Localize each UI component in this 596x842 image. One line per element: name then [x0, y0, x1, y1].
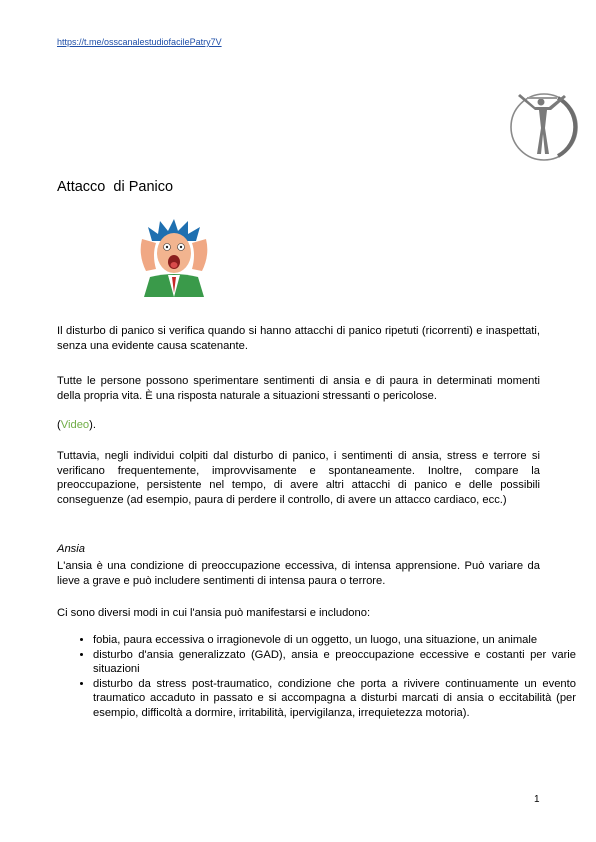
- paragraph-anxiety-natural: Tutte le persone possono sperimentare sentimenti di ansia e di paura in determinati momenti della propria vita. È una risposta naturale a situazioni stressanti o pericolose.: [57, 375, 540, 402]
- paragraph-anxiety-forms-intro: Ci sono diversi modi in cui l'ansia può manifestarsi e includono:: [57, 607, 371, 619]
- section-heading-ansia: Ansia: [57, 543, 85, 555]
- list-item: • fobia, paura eccessiva o irragionevole di un oggetto, un luogo, una situazione, un animale: [93, 633, 576, 648]
- list-item: • disturbo da stress post-traumatico, condizione che porta a rivivere continuamente un evento traumatico accaduto in passato e si accompagna a disturbi marcati di ansia o eccitabilità (per esempio, difficoltà a dormire, irritabilità, ipervigilanza, irrequietezza motoria).: [93, 677, 576, 721]
- page-title: Attacco di Panico: [57, 179, 174, 195]
- page-number: 1: [534, 794, 540, 805]
- anxiety-forms-list: [57, 633, 576, 721]
- telegram-link[interactable]: https://t.me/osscanalestudiofacilePatry7V: [57, 37, 222, 47]
- paragraph-video: [57, 418, 540, 433]
- video-paren-open: (: [57, 419, 61, 431]
- video-paren-close: ).: [89, 419, 96, 431]
- video-link[interactable]: Video: [60, 419, 90, 431]
- panicked-man-illustration: [134, 219, 214, 297]
- human-figure-logo-icon: [508, 88, 578, 166]
- paragraph-panic-symptoms: Tuttavia, negli individui colpiti dal disturbo di panico, i sentimenti di ansia, stress e terrore si verificano frequentemente, improvvisamente e spontaneamente. Inoltre, compare la preoccupazione, persistente nel tempo, di avere altri attacchi di panico e delle possibili conseguenze (ad esempio, paura di perdere il controllo, di avere un attacco cardiaco, ecc.): [57, 450, 540, 506]
- paragraph-panic-disorder: Il disturbo di panico si verifica quando si hanno attacchi di panico ripetuti (ricorrenti) e inaspettati, senza una evidente causa scatenante.: [57, 325, 540, 352]
- paragraph-anxiety-definition: L'ansia è una condizione di preoccupazione eccessiva, di intensa apprensione. Può variare da lieve a grave e può includere sentimenti di intensa paura o terrore.: [57, 560, 540, 587]
- list-item: • disturbo d'ansia generalizzato (GAD), ansia e preoccupazione eccessive e costanti per varie situazioni: [93, 648, 576, 677]
